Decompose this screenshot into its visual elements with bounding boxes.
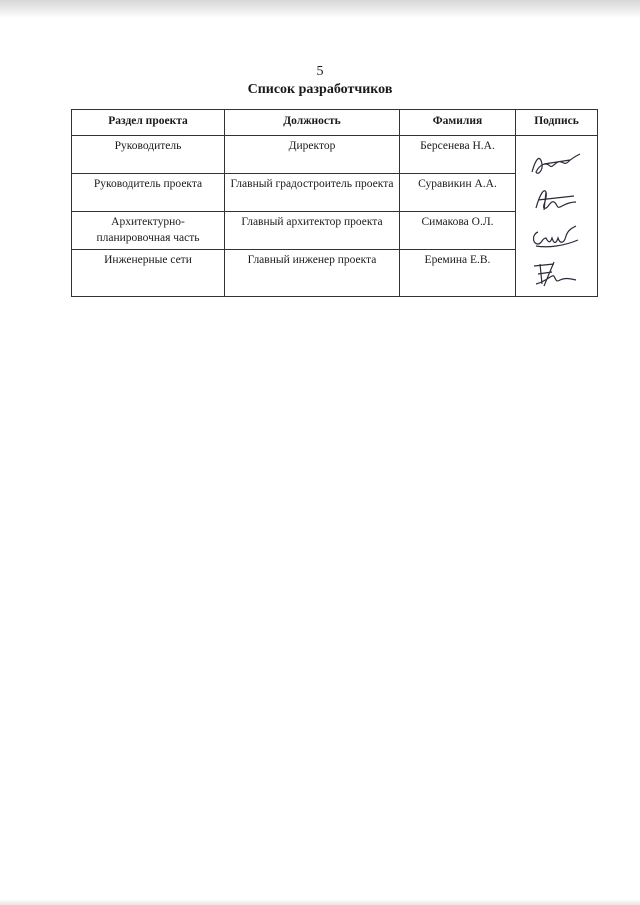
cell-name: Берсенева Н.А. <box>400 136 516 174</box>
cell-section: Руководитель проекта <box>72 174 225 212</box>
cell-name: Суравикин А.А. <box>400 174 516 212</box>
scan-top-shadow <box>0 0 640 18</box>
header-name: Фамилия <box>400 110 516 136</box>
cell-section: Руководитель <box>72 136 225 174</box>
document-title: Список разработчиков <box>247 82 393 97</box>
cell-position: Главный архитектор проекта <box>225 212 400 250</box>
header-section: Раздел проекта <box>72 110 225 136</box>
cell-position: Директор <box>225 136 400 174</box>
cell-position: Главный инженер проекта <box>225 250 400 297</box>
table-header-row <box>72 110 598 136</box>
signature-cell <box>516 136 598 297</box>
signature-image <box>524 150 586 180</box>
developers-table <box>71 109 598 297</box>
cell-section: Инженерные сети <box>72 250 225 297</box>
signature-image <box>524 184 586 214</box>
cell-name: Еремина Е.В. <box>400 250 516 297</box>
cell-position: Главный градостроитель проекта <box>225 174 400 212</box>
scan-bottom-shadow <box>0 899 640 905</box>
signature-image <box>524 258 586 288</box>
table-row <box>72 136 598 174</box>
signature-image <box>524 220 586 250</box>
cell-section: Архитектурно-планировочная часть <box>72 212 225 250</box>
cell-name: Симакова О.Л. <box>400 212 516 250</box>
header-position: Должность <box>225 110 400 136</box>
header-signature: Подпись <box>516 110 598 136</box>
page-number: 5 <box>316 64 324 79</box>
